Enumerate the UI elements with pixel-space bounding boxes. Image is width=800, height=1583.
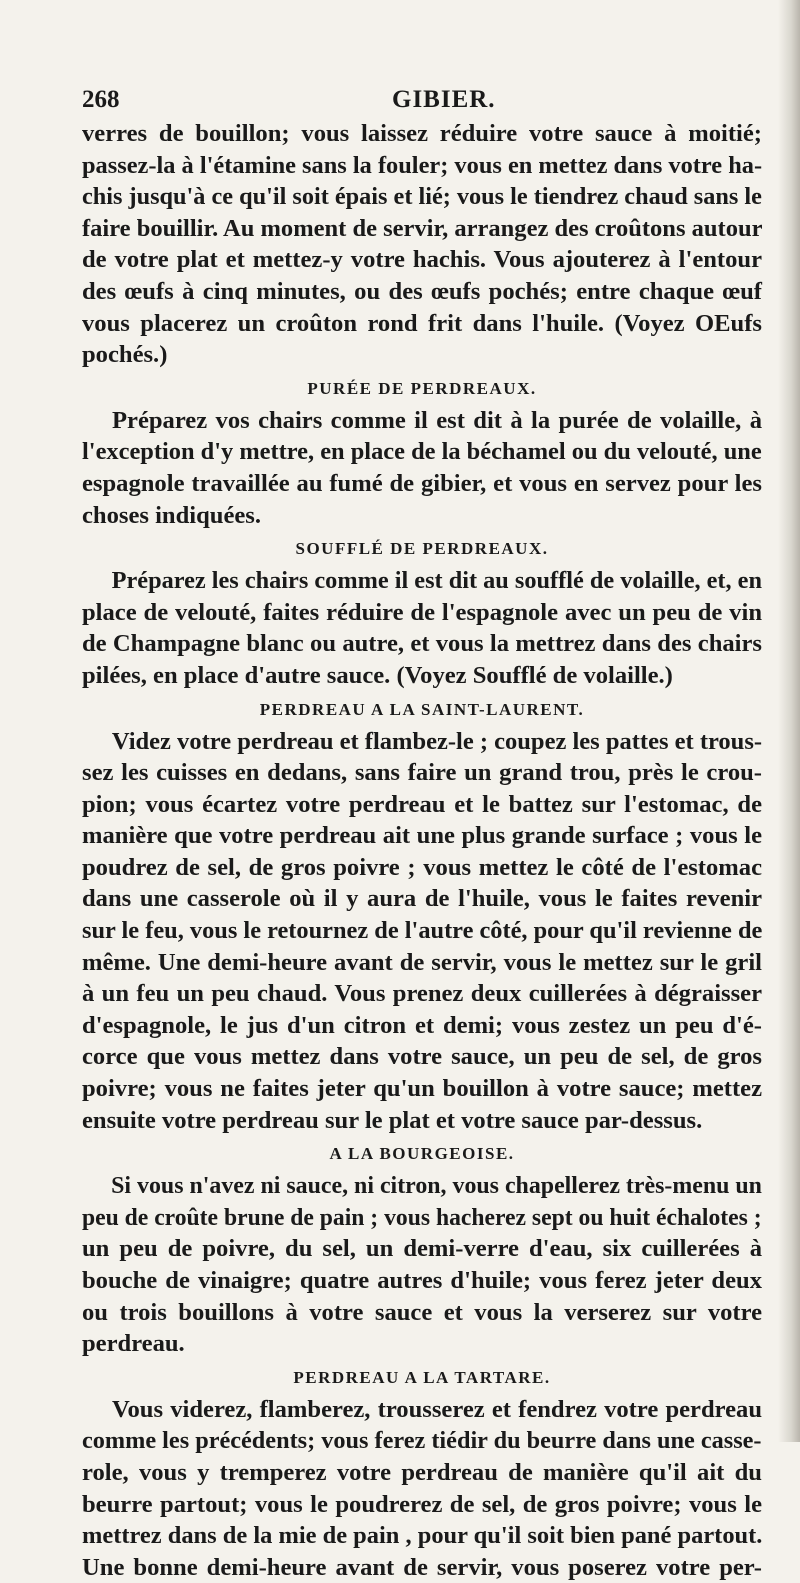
section-heading: SOUFFLÉ DE PERDREAUX.	[295, 539, 549, 559]
text-line: corce que vous mettez dans votre sauce, un peu de sel, de gros	[82, 1043, 762, 1071]
text-line: passez-la à l'étamine sans la fouler; vous en mettez dans votre ha-	[82, 151, 763, 179]
text-line: Videz votre perdreau et flambez-le ; coupez les pattes et trous-	[111, 727, 763, 755]
text-line: d'espagnole, le jus d'un citron et demi; vous zestez un peu d'é-	[82, 1011, 762, 1039]
text-line: pilées, en place d'autre sauce. (Voyez Soufflé de volaille.)	[82, 661, 673, 689]
text-line: à un feu un peu chaud. Vous prenez deux cuillerées à dégraisser	[82, 980, 762, 1008]
text-line: de votre plat et mettez-y votre hachis. Vous ajouterez à l'entour	[82, 246, 762, 274]
text-line: bouche de vinaigre; quatre autres d'huile; vous ferez jeter deux	[82, 1267, 762, 1294]
section-paragraph	[82, 405, 762, 531]
text-line: mettrez dans de la mie de pain , pour qu'il soit bien pané partout.	[82, 1522, 763, 1550]
text-line: perdreau.	[82, 1330, 185, 1358]
page-header	[82, 86, 762, 122]
text-line: choses indiquées.	[82, 501, 262, 529]
section-paragraph	[82, 565, 762, 691]
text-line: faire bouillir. Au moment de servir, arrangez des croûtons autour	[82, 214, 763, 242]
text-line: sez les cuisses en dedans, sans faire un grand trou, près le crou-	[82, 759, 762, 787]
text-line: Préparez vos chairs comme il est dit à la purée de volaille, à	[112, 406, 762, 434]
text-line: beurre partout; vous le poudrerez de sel, de gros poivre; vous le	[82, 1490, 762, 1518]
text-line: Préparez les chairs comme il est dit au soufflé de volaille, et, en	[111, 567, 762, 595]
text-line: ou trois bouillons à votre sauce et vous la verserez sur votre	[82, 1298, 762, 1326]
section-heading: PURÉE DE PERDREAUX.	[307, 378, 537, 398]
text-line: même. Une demi-heure avant de servir, vous le mettez sur le gril	[82, 948, 762, 976]
page-edge-shadow	[778, 0, 800, 1442]
text-line: manière que votre perdreau ait une plus grande surface ; vous le	[82, 822, 762, 850]
text-line: place de velouté, faites réduire de l'espagnole avec un peu de vin	[82, 598, 762, 626]
page-number: 268	[82, 86, 120, 113]
text-line: Une bonne demi-heure avant de servir, vous poserez votre per-	[82, 1553, 762, 1581]
intro-paragraph	[82, 118, 762, 371]
text-line: poivre; vous ne faites jeter qu'un bouillon à votre sauce; mettez	[82, 1075, 762, 1103]
text-line: poudrez de sel, de gros poivre ; vous mettez le côté de l'estomac	[82, 853, 762, 881]
text-line: role, vous y tremperez votre perdreau de manière qu'il ait du	[82, 1458, 762, 1486]
text-line: ensuite votre perdreau sur le plat et votre sauce par-dessus.	[82, 1106, 703, 1134]
text-line: comme les précédents; vous ferez tiédir du beurre dans une casse-	[82, 1427, 762, 1455]
text-line: vous placerez un croûton rond frit dans l'huile. (Voyez OEufs	[82, 309, 762, 337]
text-line: Si vous n'avez ni sauce, ni citron, vous chapellerez très-menu un	[111, 1172, 762, 1200]
section-paragraph	[82, 1170, 762, 1360]
text-line: de Champagne blanc ou autre, et vous la mettrez dans des chairs	[82, 630, 762, 658]
section-heading: PERDREAU A LA SAINT-LAURENT.	[259, 699, 585, 719]
text-line: sur le feu, vous le retournez de l'autre côté, pour qu'il revienne de	[82, 917, 763, 945]
section-paragraph	[82, 726, 762, 1137]
section-heading: A LA BOURGEOISE.	[329, 1144, 515, 1164]
text-line: espagnole travaillée au fumé de gibier, et vous en servez pour les	[82, 469, 762, 497]
text-line: verres de bouillon; vous laissez réduire votre sauce à moitié;	[82, 120, 762, 147]
text-line: peu de croûte brune de pain ; vous hacherez sept ou huit échalotes ;	[82, 1203, 762, 1231]
section-heading: PERDREAU A LA TARTARE.	[293, 1367, 551, 1387]
text-line: l'exception d'y mettre, en place de la béchamel ou du velouté, une	[82, 438, 762, 466]
text-line: pion; vous écartez votre perdreau et le battez sur l'estomac, de	[82, 790, 762, 818]
text-line: chis jusqu'à ce qu'il soit épais et lié; vous le tiendrez chaud sans le	[82, 183, 762, 211]
page-body	[82, 118, 762, 1583]
text-line: Vous viderez, flamberez, trousserez et fendrez votre perdreau	[112, 1395, 762, 1423]
text-line: dans une casserole où il y aura de l'huile, vous le faites revenir	[82, 885, 762, 913]
text-line: des œufs à cinq minutes, ou des œufs pochés; entre chaque œuf	[82, 277, 762, 305]
section-paragraph	[82, 1394, 762, 1583]
text-line: un peu de poivre, du sel, un demi-verre d'eau, six cuillerées à	[82, 1235, 762, 1263]
text-line: pochés.)	[82, 341, 168, 369]
running-head: GIBIER.	[392, 86, 496, 113]
